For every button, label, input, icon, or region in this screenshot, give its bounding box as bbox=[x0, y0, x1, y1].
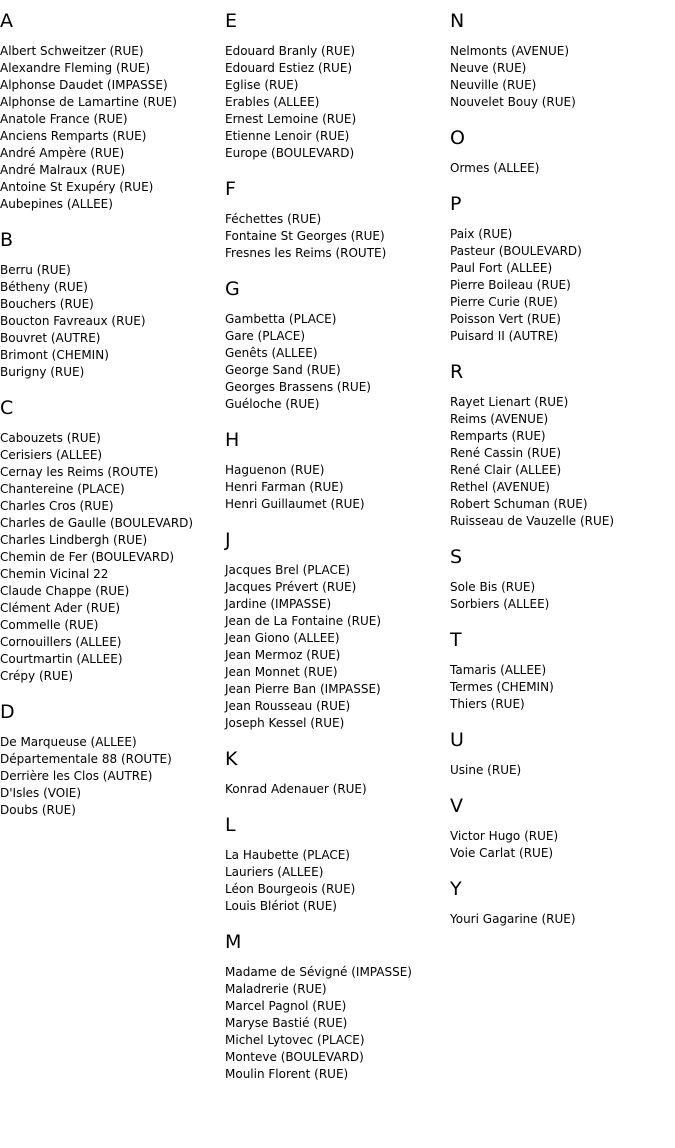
street-item[interactable]: Jean Pierre Ban (IMPASSE) bbox=[225, 682, 381, 696]
street-item[interactable]: Bétheny (RUE) bbox=[0, 280, 88, 294]
letter-heading: P bbox=[450, 193, 462, 215]
letter-section-n bbox=[450, 9, 674, 111]
letter-heading: V bbox=[450, 795, 463, 817]
street-item[interactable]: Neuville (RUE) bbox=[450, 78, 537, 92]
street-item[interactable]: Charles Cros (RUE) bbox=[0, 499, 114, 513]
street-item[interactable]: Moulin Florent (RUE) bbox=[225, 1067, 349, 1081]
street-item[interactable]: Monteve (BOULEVARD) bbox=[225, 1050, 364, 1064]
street-item[interactable]: George Sand (RUE) bbox=[225, 363, 341, 377]
street-item[interactable]: Alexandre Fleming (RUE) bbox=[0, 61, 151, 75]
street-list bbox=[225, 311, 449, 413]
street-item[interactable]: Jean Mermoz (RUE) bbox=[225, 648, 341, 662]
street-list bbox=[225, 462, 449, 513]
street-list bbox=[450, 579, 674, 613]
letter-section-b bbox=[0, 228, 224, 381]
letter-heading: H bbox=[225, 429, 240, 451]
street-item[interactable]: Georges Brassens (RUE) bbox=[225, 380, 371, 394]
letter-section-y bbox=[450, 877, 674, 928]
street-index-column-1 bbox=[0, 9, 224, 834]
street-item[interactable]: Jardine (IMPASSE) bbox=[225, 597, 332, 611]
street-list bbox=[225, 781, 449, 798]
street-item[interactable]: Paix (RUE) bbox=[450, 227, 513, 241]
street-item[interactable]: Voie Carlat (RUE) bbox=[450, 846, 554, 860]
street-item[interactable]: Doubs (RUE) bbox=[0, 803, 76, 817]
street-list bbox=[450, 911, 674, 928]
street-item[interactable]: Jean Rousseau (RUE) bbox=[225, 699, 351, 713]
street-item[interactable]: Termes (CHEMIN) bbox=[450, 680, 554, 694]
street-item[interactable]: Guéloche (RUE) bbox=[225, 397, 320, 411]
street-item[interactable]: Paul Fort (ALLEE) bbox=[450, 261, 553, 275]
letter-heading: R bbox=[450, 361, 464, 383]
street-item[interactable]: Edouard Estiez (RUE) bbox=[225, 61, 353, 75]
street-item[interactable]: Henri Farman (RUE) bbox=[225, 480, 344, 494]
street-list bbox=[0, 262, 224, 381]
street-item[interactable]: Pierre Boileau (RUE) bbox=[450, 278, 571, 292]
street-index-column-2 bbox=[225, 9, 449, 1098]
street-item[interactable]: Anatole France (RUE) bbox=[0, 112, 128, 126]
street-item[interactable]: Albert Schweitzer (RUE) bbox=[0, 44, 144, 58]
street-item[interactable]: Eglise (RUE) bbox=[225, 78, 299, 92]
street-item[interactable]: Robert Schuman (RUE) bbox=[450, 497, 588, 511]
street-item[interactable]: Commelle (RUE) bbox=[0, 618, 99, 632]
letter-heading: A bbox=[0, 10, 13, 32]
street-item[interactable]: Bouvret (AUTRE) bbox=[0, 331, 101, 345]
letter-section-h bbox=[225, 428, 449, 513]
street-item[interactable]: Henri Guillaumet (RUE) bbox=[225, 497, 365, 511]
street-item[interactable]: Jacques Brel (PLACE) bbox=[225, 563, 351, 577]
letter-heading: N bbox=[450, 10, 465, 32]
street-item[interactable]: Derrière les Clos (AUTRE) bbox=[0, 769, 153, 783]
street-item[interactable]: Crépy (RUE) bbox=[0, 669, 74, 683]
letter-heading: O bbox=[450, 127, 465, 149]
street-item[interactable]: Jean de La Fontaine (RUE) bbox=[225, 614, 382, 628]
street-item[interactable]: Etienne Lenoir (RUE) bbox=[225, 129, 350, 143]
letter-section-t bbox=[450, 628, 674, 713]
street-item[interactable]: Louis Blériot (RUE) bbox=[225, 899, 337, 913]
street-item[interactable]: Victor Hugo (RUE) bbox=[450, 829, 559, 843]
street-item[interactable]: Ormes (ALLEE) bbox=[450, 161, 540, 175]
street-item[interactable]: Rethel (AVENUE) bbox=[450, 480, 550, 494]
street-item[interactable]: Pasteur (BOULEVARD) bbox=[450, 244, 582, 258]
letter-section-o bbox=[450, 126, 674, 177]
letter-heading: B bbox=[0, 229, 14, 251]
street-item[interactable]: Féchettes (RUE) bbox=[225, 212, 322, 226]
street-item[interactable]: Joseph Kessel (RUE) bbox=[225, 716, 345, 730]
letter-heading: J bbox=[225, 529, 231, 551]
street-item[interactable]: Claude Chappe (RUE) bbox=[0, 584, 130, 598]
street-list bbox=[225, 847, 449, 915]
street-item[interactable]: Burigny (RUE) bbox=[0, 365, 85, 379]
street-item[interactable]: Alphonse de Lamartine (RUE) bbox=[0, 95, 177, 109]
letter-heading: K bbox=[225, 748, 238, 770]
letter-heading: D bbox=[0, 701, 15, 723]
street-item[interactable]: André Malraux (RUE) bbox=[0, 163, 126, 177]
street-item[interactable]: Michel Lytovec (PLACE) bbox=[225, 1033, 365, 1047]
street-item[interactable]: Clément Ader (RUE) bbox=[0, 601, 121, 615]
street-item[interactable]: Jacques Prévert (RUE) bbox=[225, 580, 357, 594]
street-item[interactable]: Fontaine St Georges (RUE) bbox=[225, 229, 385, 243]
street-list bbox=[0, 734, 224, 819]
street-item[interactable]: Charles Lindbergh (RUE) bbox=[0, 533, 148, 547]
letter-heading: U bbox=[450, 729, 464, 751]
letter-section-m bbox=[225, 930, 449, 1083]
street-item[interactable]: Konrad Adenauer (RUE) bbox=[225, 782, 367, 796]
street-item[interactable]: Berru (RUE) bbox=[0, 263, 71, 277]
street-item[interactable]: Brimont (CHEMIN) bbox=[0, 348, 109, 362]
street-item[interactable]: Cernay les Reims (ROUTE) bbox=[0, 465, 159, 479]
street-list bbox=[450, 662, 674, 713]
street-list bbox=[225, 562, 449, 732]
street-item[interactable]: Bouchers (RUE) bbox=[0, 297, 94, 311]
street-list bbox=[0, 430, 224, 685]
street-list bbox=[0, 43, 224, 213]
street-item[interactable]: Tamaris (ALLEE) bbox=[450, 663, 547, 677]
street-list bbox=[450, 762, 674, 779]
street-item[interactable]: Lauriers (ALLEE) bbox=[225, 865, 324, 879]
letter-heading: Y bbox=[450, 878, 462, 900]
street-item[interactable]: De Marqueuse (ALLEE) bbox=[0, 735, 137, 749]
street-item[interactable]: Erables (ALLEE) bbox=[225, 95, 320, 109]
street-item[interactable]: Marcel Pagnol (RUE) bbox=[225, 999, 347, 1013]
letter-section-v bbox=[450, 794, 674, 862]
letter-section-c bbox=[0, 396, 224, 685]
street-list bbox=[450, 226, 674, 345]
letter-section-g bbox=[225, 277, 449, 413]
letter-heading: C bbox=[0, 397, 14, 419]
letter-heading: M bbox=[225, 931, 242, 953]
street-item[interactable]: Cerisiers (ALLEE) bbox=[0, 448, 103, 462]
street-item[interactable]: Thiers (RUE) bbox=[450, 697, 525, 711]
street-item[interactable]: Nelmonts (AVENUE) bbox=[450, 44, 570, 58]
street-item[interactable]: Courtmartin (ALLEE) bbox=[0, 652, 123, 666]
street-index-column-3 bbox=[450, 9, 674, 943]
letter-section-j bbox=[225, 528, 449, 732]
street-item[interactable]: Chemin Vicinal 22 bbox=[0, 567, 109, 581]
letter-section-e bbox=[225, 9, 449, 162]
street-item[interactable]: Cornouillers (ALLEE) bbox=[0, 635, 122, 649]
letter-section-l bbox=[225, 813, 449, 915]
street-item[interactable]: Sole Bis (RUE) bbox=[450, 580, 536, 594]
street-item[interactable]: Rayet Lienart (RUE) bbox=[450, 395, 569, 409]
street-item[interactable]: Anciens Remparts (RUE) bbox=[0, 129, 147, 143]
street-item[interactable]: Alphonse Daudet (IMPASSE) bbox=[0, 78, 168, 92]
street-item[interactable]: André Ampère (RUE) bbox=[0, 146, 125, 160]
street-item[interactable]: Remparts (RUE) bbox=[450, 429, 546, 443]
street-item[interactable]: René Cassin (RUE) bbox=[450, 446, 562, 460]
street-item[interactable]: La Haubette (PLACE) bbox=[225, 848, 350, 862]
letter-section-s bbox=[450, 545, 674, 613]
street-item[interactable]: Genêts (ALLEE) bbox=[225, 346, 318, 360]
street-item[interactable]: Madame de Sévigné (IMPASSE) bbox=[225, 965, 412, 979]
street-item[interactable]: Pierre Curie (RUE) bbox=[450, 295, 558, 309]
street-item[interactable]: Nouvelet Bouy (RUE) bbox=[450, 95, 576, 109]
letter-section-p bbox=[450, 192, 674, 345]
street-list bbox=[225, 43, 449, 162]
letter-section-k bbox=[225, 747, 449, 798]
street-list bbox=[450, 43, 674, 111]
letter-heading: S bbox=[450, 546, 463, 568]
street-item[interactable]: Europe (BOULEVARD) bbox=[225, 146, 355, 160]
street-item[interactable]: Neuve (RUE) bbox=[450, 61, 527, 75]
street-item[interactable]: Haguenon (RUE) bbox=[225, 463, 325, 477]
street-list bbox=[225, 211, 449, 262]
street-item[interactable]: Maryse Bastié (RUE) bbox=[225, 1016, 348, 1030]
street-item[interactable]: Chantereine (PLACE) bbox=[0, 482, 125, 496]
street-item[interactable]: Boucton Favreaux (RUE) bbox=[0, 314, 146, 328]
street-item[interactable]: Poisson Vert (RUE) bbox=[450, 312, 561, 326]
street-item[interactable]: Fresnes les Reims (ROUTE) bbox=[225, 246, 387, 260]
street-item[interactable]: Ernest Lemoine (RUE) bbox=[225, 112, 357, 126]
street-item[interactable]: Ruisseau de Vauzelle (RUE) bbox=[450, 514, 615, 528]
street-item[interactable]: Chemin de Fer (BOULEVARD) bbox=[0, 550, 175, 564]
letter-section-d bbox=[0, 700, 224, 819]
letter-heading: L bbox=[225, 814, 236, 836]
street-item[interactable]: Départementale 88 (ROUTE) bbox=[0, 752, 172, 766]
street-item[interactable]: Jean Monnet (RUE) bbox=[225, 665, 338, 679]
street-item[interactable]: Gare (PLACE) bbox=[225, 329, 306, 343]
street-list bbox=[450, 394, 674, 530]
letter-heading: T bbox=[450, 629, 462, 651]
letter-section-r bbox=[450, 360, 674, 530]
letter-section-u bbox=[450, 728, 674, 779]
letter-heading: F bbox=[225, 178, 236, 200]
letter-heading: G bbox=[225, 278, 240, 300]
street-item[interactable]: Cabouzets (RUE) bbox=[0, 431, 101, 445]
street-list bbox=[450, 160, 674, 177]
letter-section-a bbox=[0, 9, 224, 213]
street-item[interactable]: Puisard II (AUTRE) bbox=[450, 329, 559, 343]
letter-heading: E bbox=[225, 10, 238, 32]
street-item[interactable]: Léon Bourgeois (RUE) bbox=[225, 882, 356, 896]
street-item[interactable]: Gambetta (PLACE) bbox=[225, 312, 337, 326]
street-item[interactable]: D'Isles (VOIE) bbox=[0, 786, 82, 800]
street-item[interactable]: Youri Gagarine (RUE) bbox=[450, 912, 576, 926]
street-item[interactable]: Aubepines (ALLEE) bbox=[0, 197, 113, 211]
street-item[interactable]: Charles de Gaulle (BOULEVARD) bbox=[0, 516, 194, 530]
street-item[interactable]: Edouard Branly (RUE) bbox=[225, 44, 356, 58]
letter-section-f bbox=[225, 177, 449, 262]
street-item[interactable]: Jean Giono (ALLEE) bbox=[225, 631, 340, 645]
street-item[interactable]: Antoine St Exupéry (RUE) bbox=[0, 180, 154, 194]
street-item[interactable]: Maladrerie (RUE) bbox=[225, 982, 327, 996]
street-item[interactable]: Sorbiers (ALLEE) bbox=[450, 597, 550, 611]
street-item[interactable]: Usine (RUE) bbox=[450, 763, 522, 777]
street-item[interactable]: Reims (AVENUE) bbox=[450, 412, 549, 426]
street-list bbox=[450, 828, 674, 862]
street-item[interactable]: René Clair (ALLEE) bbox=[450, 463, 562, 477]
street-list bbox=[225, 964, 449, 1083]
